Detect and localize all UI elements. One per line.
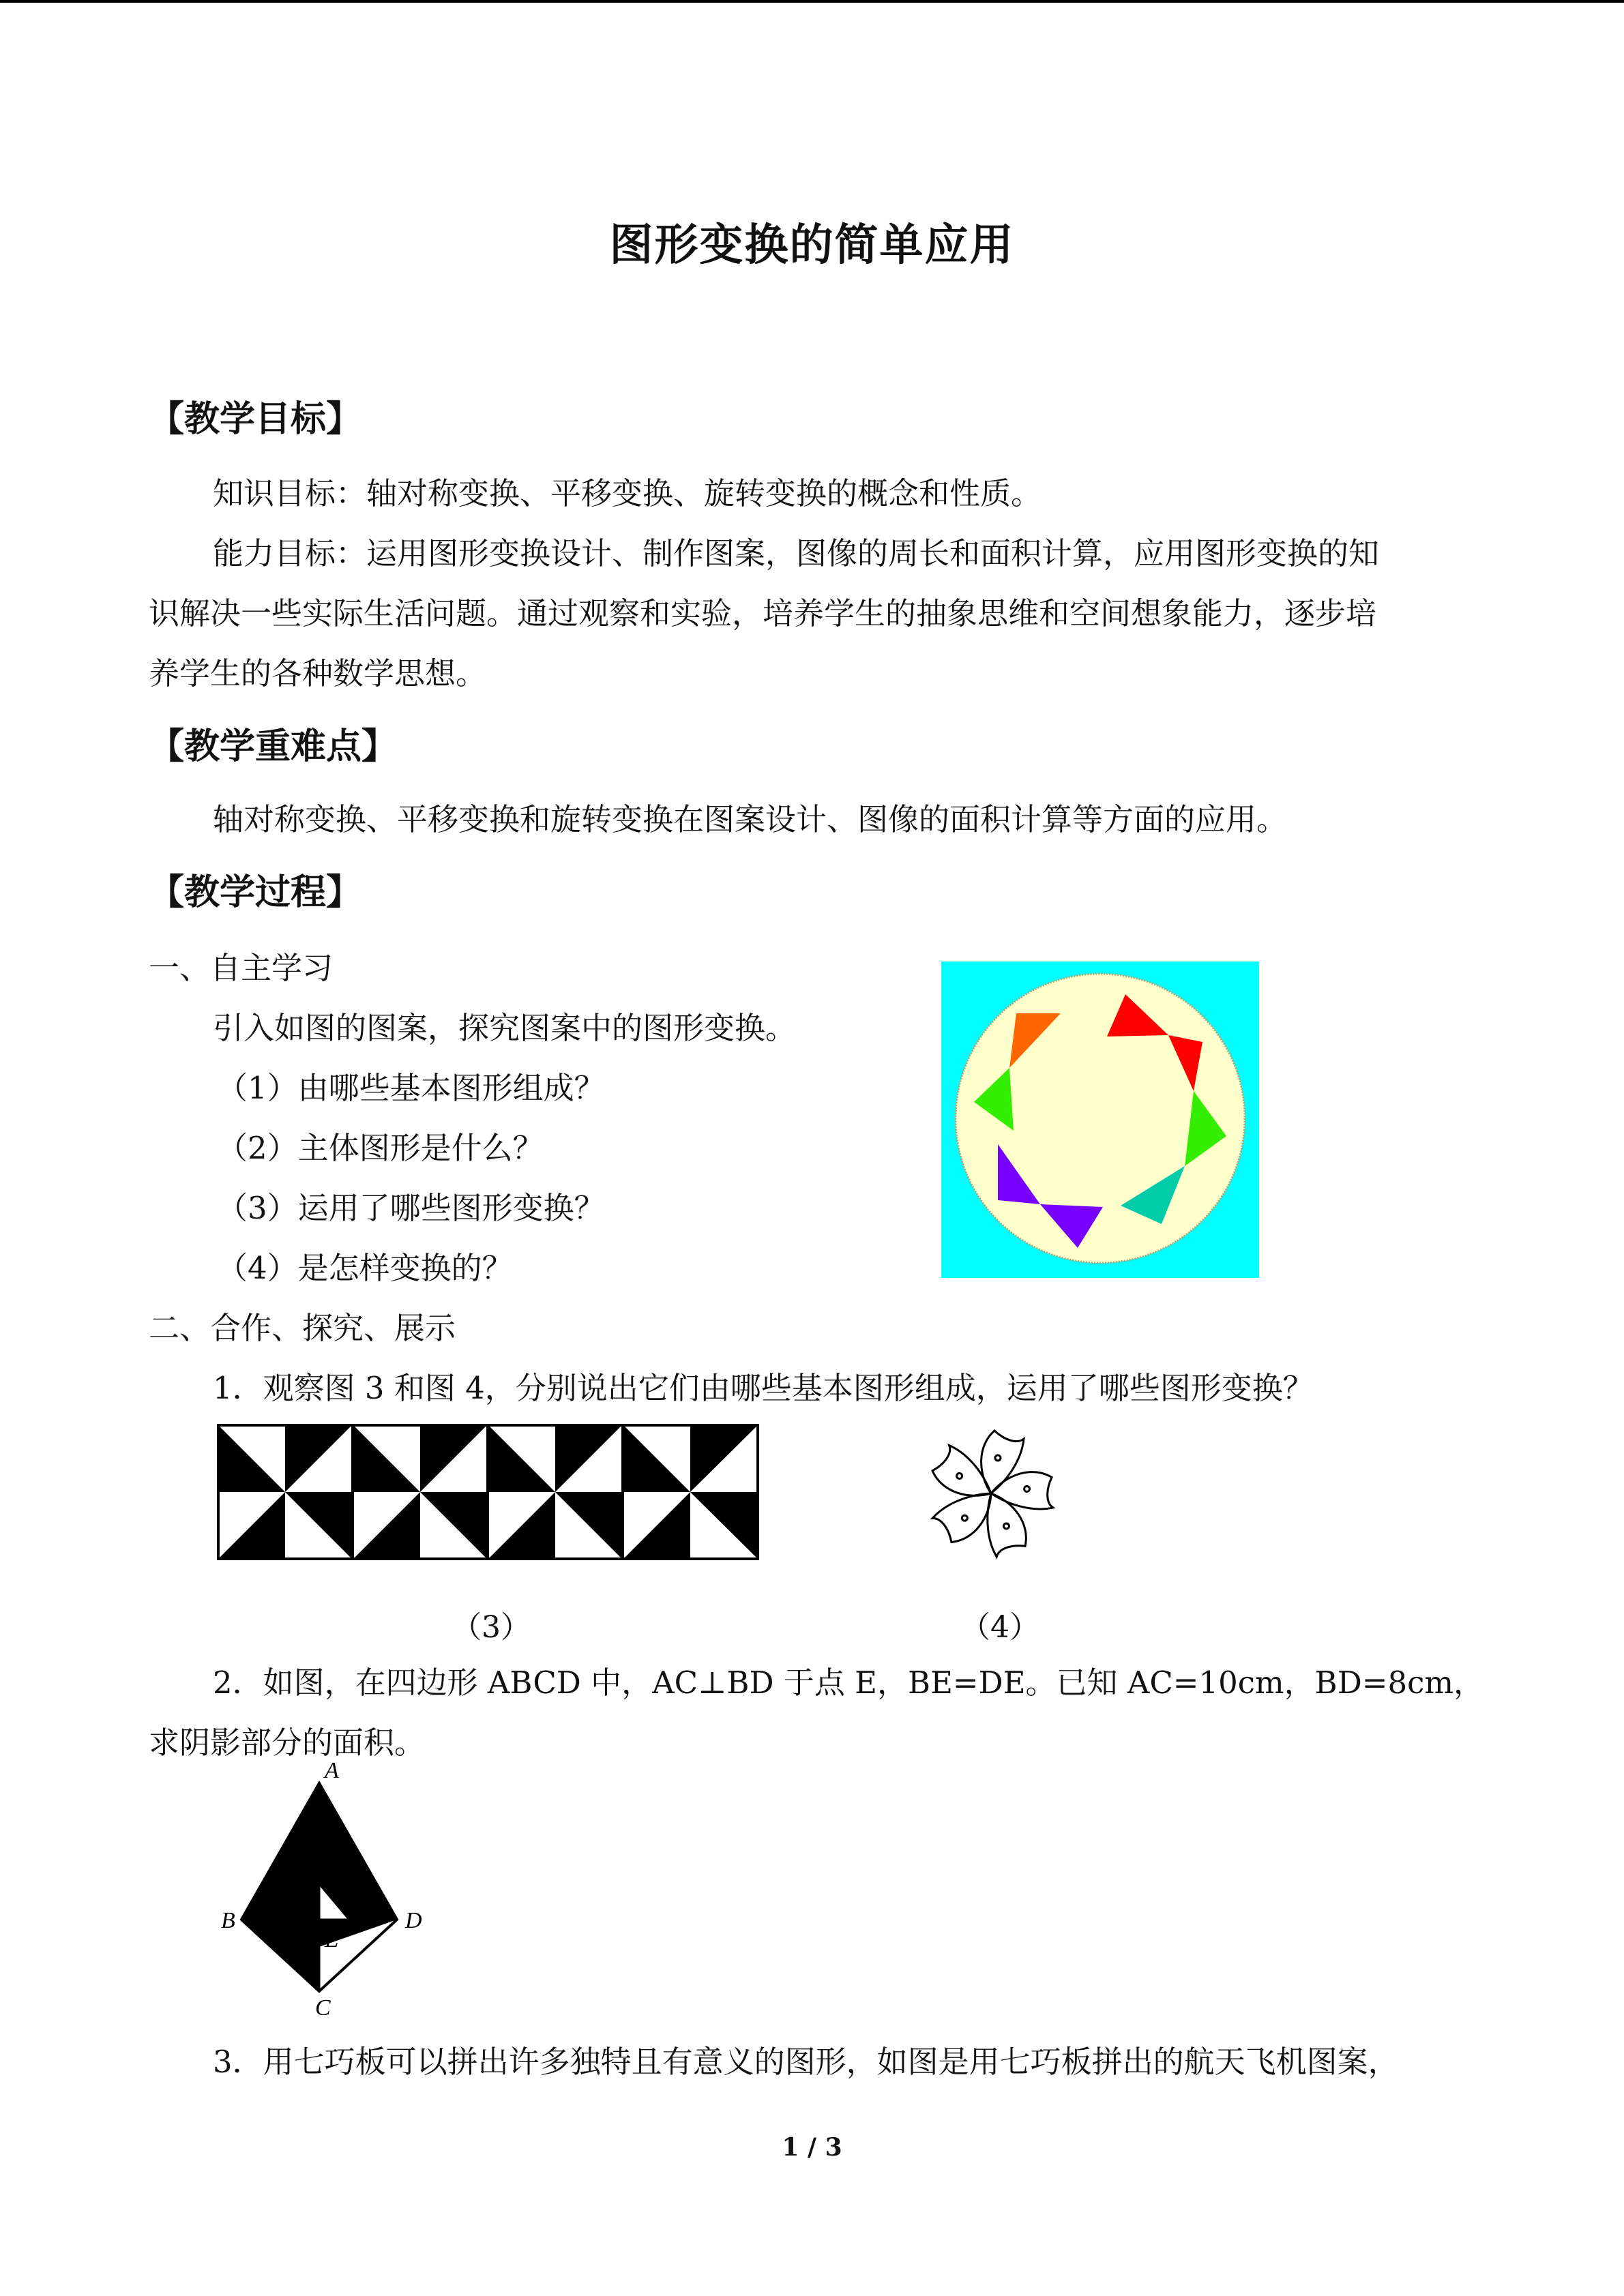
- heading-objectives: 【教学目标】: [149, 398, 362, 440]
- key-points-text: 轴对称变换、平移变换和旋转变换在图案设计、图像的面积计算等方面的应用。: [213, 801, 1288, 837]
- figure-3-caption: （3）: [452, 1610, 531, 1645]
- item-2-line2: 求阴影部分的面积。: [149, 1725, 426, 1761]
- petal-5: [928, 1443, 1001, 1503]
- ability-objective-line2: 识解决一些实际生活问题。通过观察和实验，培养学生的抽象思维和空间想象能力，逐步培: [149, 595, 1377, 631]
- question-4: （4）是怎样变换的？: [217, 1250, 513, 1286]
- ability-objective-line3: 养学生的各种数学思想。: [149, 655, 487, 691]
- label-e: E: [325, 1927, 339, 1952]
- figure-4-flower: [919, 1425, 1063, 1562]
- item-3-text: 3．用七巧板可以拼出许多独特且有意义的图形，如图是用七巧板拼出的航天飞机图案，: [213, 2044, 1399, 2080]
- page-title: 图形变换的简单应用: [609, 220, 1015, 271]
- question-1: （1）由哪些基本图形组成？: [217, 1070, 605, 1106]
- petal-2: [988, 1465, 1061, 1525]
- part2-heading: 二、合作、探究、展示: [149, 1310, 456, 1346]
- figure-3-pinwheel-tiles: [217, 1424, 759, 1560]
- part1-intro: 引入如图的图案，探究图案中的图形变换。: [213, 1010, 797, 1046]
- heading-key-points: 【教学重难点】: [149, 726, 398, 767]
- petal-3: [964, 1488, 1036, 1562]
- part1-heading: 一、自主学习: [149, 950, 334, 986]
- label-a: A: [325, 1763, 339, 1783]
- rotation-pattern-figure: [941, 961, 1259, 1278]
- ability-objective-line1: 能力目标：运用图形变换设计、制作图案，图像的周长和面积计算，应用图形变换的知: [213, 535, 1380, 571]
- heading-process: 【教学过程】: [149, 871, 362, 913]
- quadrilateral-abcd-figure: [211, 1763, 437, 2015]
- label-d: D: [405, 1908, 422, 1933]
- item-1-text: 1．观察图 3 和图 4，分别说出它们由哪些基本图形组成，运用了哪些图形变换？: [213, 1370, 1314, 1406]
- question-2: （2）主体图形是什么？: [217, 1130, 544, 1166]
- page-number: 1 / 3: [782, 2133, 842, 2162]
- item-2-line1: 2．如图，在四边形 ABCD 中，AC⊥BD 于点 E，BE=DE。已知 AC=10cm，BD=8cm，: [213, 1665, 1484, 1701]
- knowledge-objective: 知识目标：轴对称变换、平移变换、旋转变换的概念和性质。: [213, 475, 1042, 511]
- label-c: C: [315, 1995, 331, 2015]
- top-border-line: [0, 0, 1624, 3]
- label-b: B: [221, 1908, 235, 1933]
- figure-4-caption: （4）: [960, 1610, 1039, 1645]
- question-3: （3）运用了哪些图形变换？: [217, 1190, 605, 1226]
